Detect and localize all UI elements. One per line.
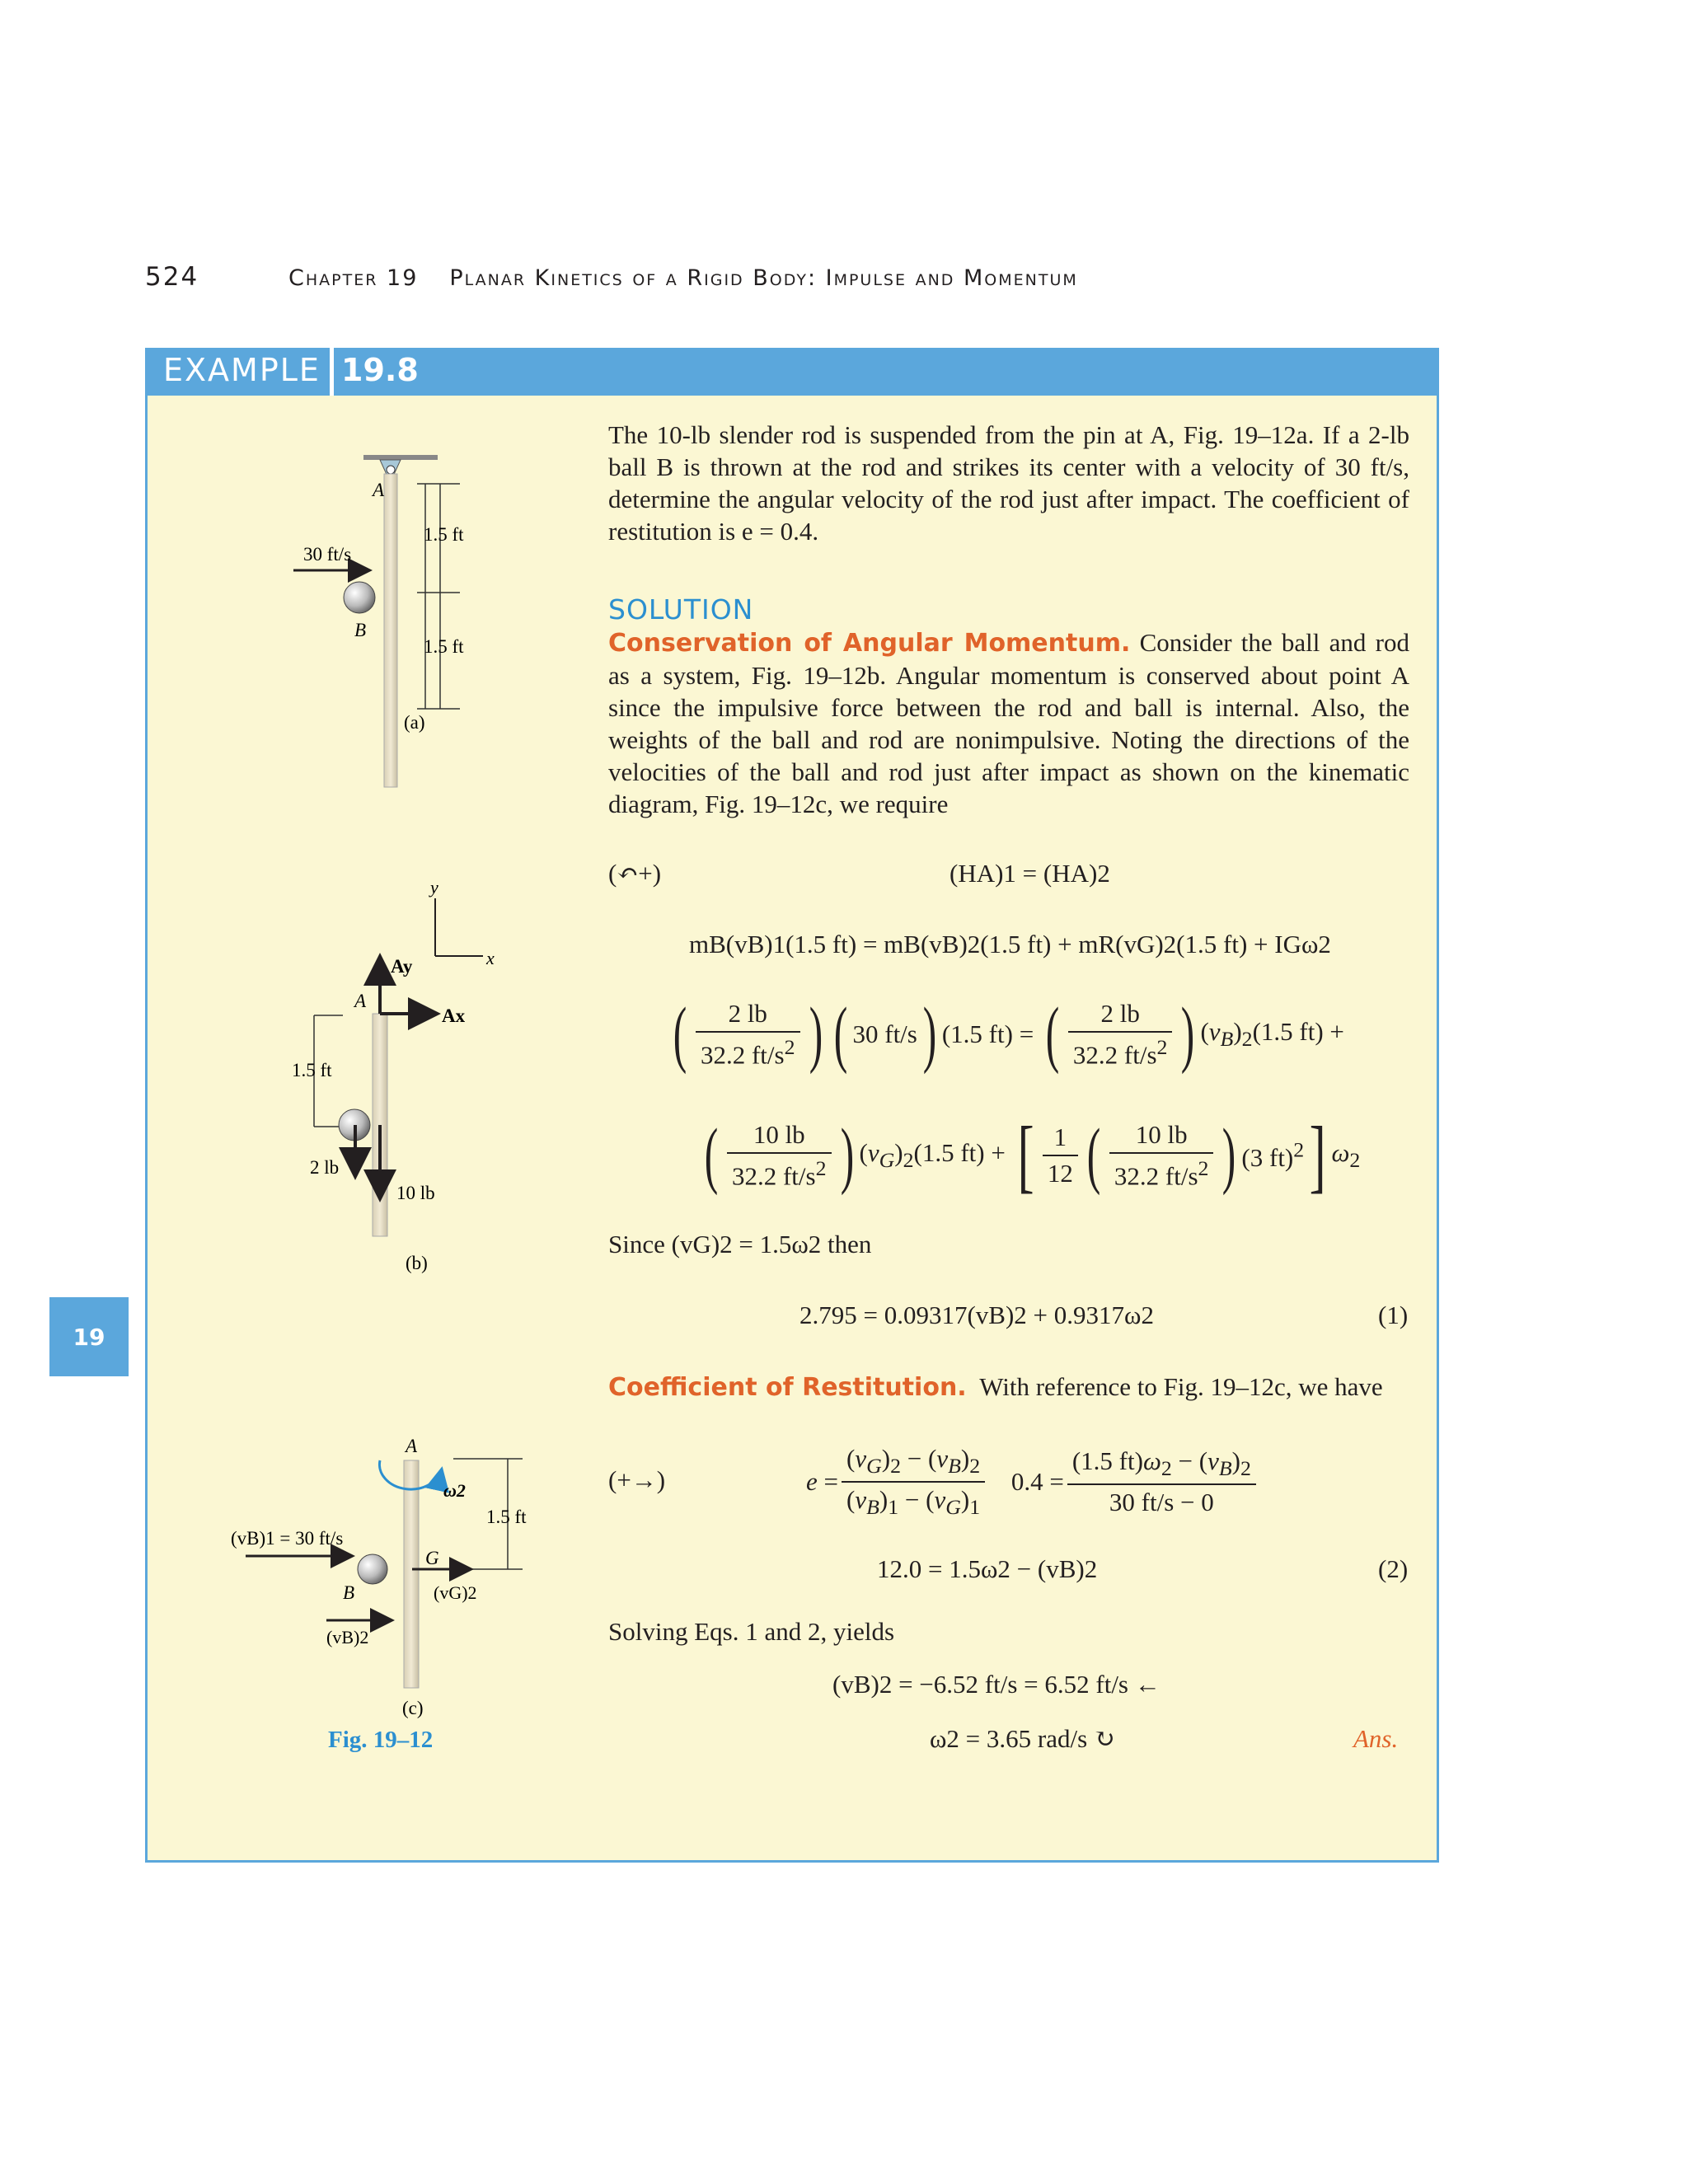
equation-1: 2.795 = 0.09317(vB)2 + 0.9317ω2 [799,1301,1154,1329]
ceiling-support [363,455,438,460]
figure-c-label: (c) [402,1698,424,1718]
axis-x-label: x [486,948,495,968]
pin-A [387,466,395,474]
horizontal-sign-convention: (+→) [608,1465,666,1494]
ball-B-a [344,582,375,613]
figure-19-12 [145,396,607,1863]
solution-heading: SOLUTION [608,593,754,626]
point-B-c: B [343,1582,355,1603]
answer-label: Ans. [1353,1724,1399,1753]
dimension-bottom-a: 1.5 ft [424,636,464,657]
reaction-Ax-label: Ax [442,1005,466,1026]
rod-c [404,1460,419,1688]
figure-caption: Fig. 19–12 [328,1727,434,1753]
solution-paragraph-1 [608,626,1409,820]
page-number: 524 [145,262,199,292]
equation-numeric-line-1: ( $\frac{2 lb}{32.2 ft/s^2}$ ) ( 30 ft/s) (1.5 ft) = ( $\frac{2 lb}{32.2 ft/s^2}$ ) $(v_B)_2(1.5$ ft) + [673,993,1344,1075]
example-number: 19.8 [341,352,419,388]
moment-sign-convention: (↶+) [608,859,662,888]
figure-c [231,1436,527,1718]
axis-y-label: y [430,877,438,898]
point-A-b: A [354,991,367,1011]
figure-a [293,455,464,787]
figure-a-label: (a) [404,712,425,733]
chapter-title: Planar Kinetics of a Rigid Body: Impulse and Momentum [449,265,1078,291]
dimension-b: 1.5 ft [292,1060,332,1080]
omega-label: ω2 [443,1480,466,1501]
point-G: G [425,1548,439,1568]
solution-paragraph-2 [608,1371,1409,1404]
equation-numeric-line-2: ( $\frac{10 lb}{32.2 ft/s^2}$ ) $(v_G)_2(1.5$ ft) + [ $\frac{1}{12}$ ( $\frac{10 lb}{32.2 ft/s^2}$ ) (3 ft)$^2$] $\omega_2$ [704,1109,1361,1201]
rod-weight-label: 10 lb [396,1183,435,1203]
example-label: EXAMPLE [163,352,321,388]
figure-b [292,877,495,1273]
section-title-angular-momentum: Conservation of Angular Momentum. [608,629,1131,658]
equation-2: 12.0 = 1.5ω2 − (vB)2 [877,1554,1098,1583]
rod-a [384,474,397,787]
solving-text: Solving Eqs. 1 and 2, yields [608,1617,895,1646]
point-A-c: A [406,1436,418,1456]
example-header-bar [145,348,1439,396]
equation-restitution: e = $\frac{(v_G)_2 - (v_B)_2}{(v_B)_1 - (v_G)_1}$ 0.4 = $\frac{(1.5 ft)\omega_2 - (v_B)_2}{30 ft/s - 0}$ [806,1444,1259,1520]
ball-weight-label: 2 lb [310,1157,340,1178]
point-B-a: B [354,620,367,640]
result-omega2-value: ω2 = 3.65 rad/s [930,1724,1088,1753]
section-text-angular-momentum: Consider the ball and rod as a system, Fig. 19–12b. Angular momentum is conserved about point A since the impulsive force between the rod and ball is internal. Also, the weights of the ball and rod are nonimpulsive. Noting the directions of the velocities of the ball and rod just after impact as shown on the kinematic diagram, Fig. 19–12c, we require [608,628,1409,818]
reaction-Ay-label: Ay [391,956,413,977]
problem-statement: The 10-lb slender rod is suspended from the pin at A, Fig. 19–12a. If a 2-lb ball B is thrown at the rod and strikes its center with a velocity of 30 ft/s, determine the angular velocity of the rod just after impact. The coefficient of restitution is e = 0.4. [608,420,1409,546]
chapter-header [288,265,1078,291]
clockwise-arrow-icon: ↻ [1087,1724,1115,1753]
point-A-a: A [373,480,385,500]
equation-1-number: (1) [1378,1301,1409,1329]
vB2-label: (vB)2 [326,1627,369,1647]
result-vB2: (vB)2 = −6.52 ft/s = 6.52 ft/s ← [832,1670,1160,1699]
chapter-side-tab-label: 19 [73,1324,106,1351]
ball-initial-velocity-label: (vB)1 = 30 ft/s [231,1528,344,1549]
section-text-restitution: With reference to Fig. 19–12c, we have [979,1372,1383,1401]
dimension-c: 1.5 ft [486,1507,527,1527]
chapter-word: Chapter [288,265,378,291]
equation-momentum-terms: mB(vB)1(1.5 ft) = mB(vB)2(1.5 ft) + mR(vG)2(1.5 ft) + IGω2 [689,930,1331,958]
since-text: Since (vG)2 = 1.5ω2 then [608,1230,872,1258]
section-title-restitution: Coefficient of Restitution. [608,1373,967,1402]
result-omega2 [930,1724,1115,1754]
example-divider [330,348,334,396]
vG2-label: (vG)2 [434,1582,477,1603]
ball-B-c [358,1554,387,1584]
figure-b-label: (b) [406,1253,428,1273]
chapter-number: 19 [387,265,419,291]
equation-2-number: (2) [1378,1554,1409,1583]
equation-angular-momentum: (HA)1 = (HA)2 [950,859,1110,888]
velocity-label-a: 30 ft/s [303,544,352,565]
dimension-top-a: 1.5 ft [424,524,464,545]
